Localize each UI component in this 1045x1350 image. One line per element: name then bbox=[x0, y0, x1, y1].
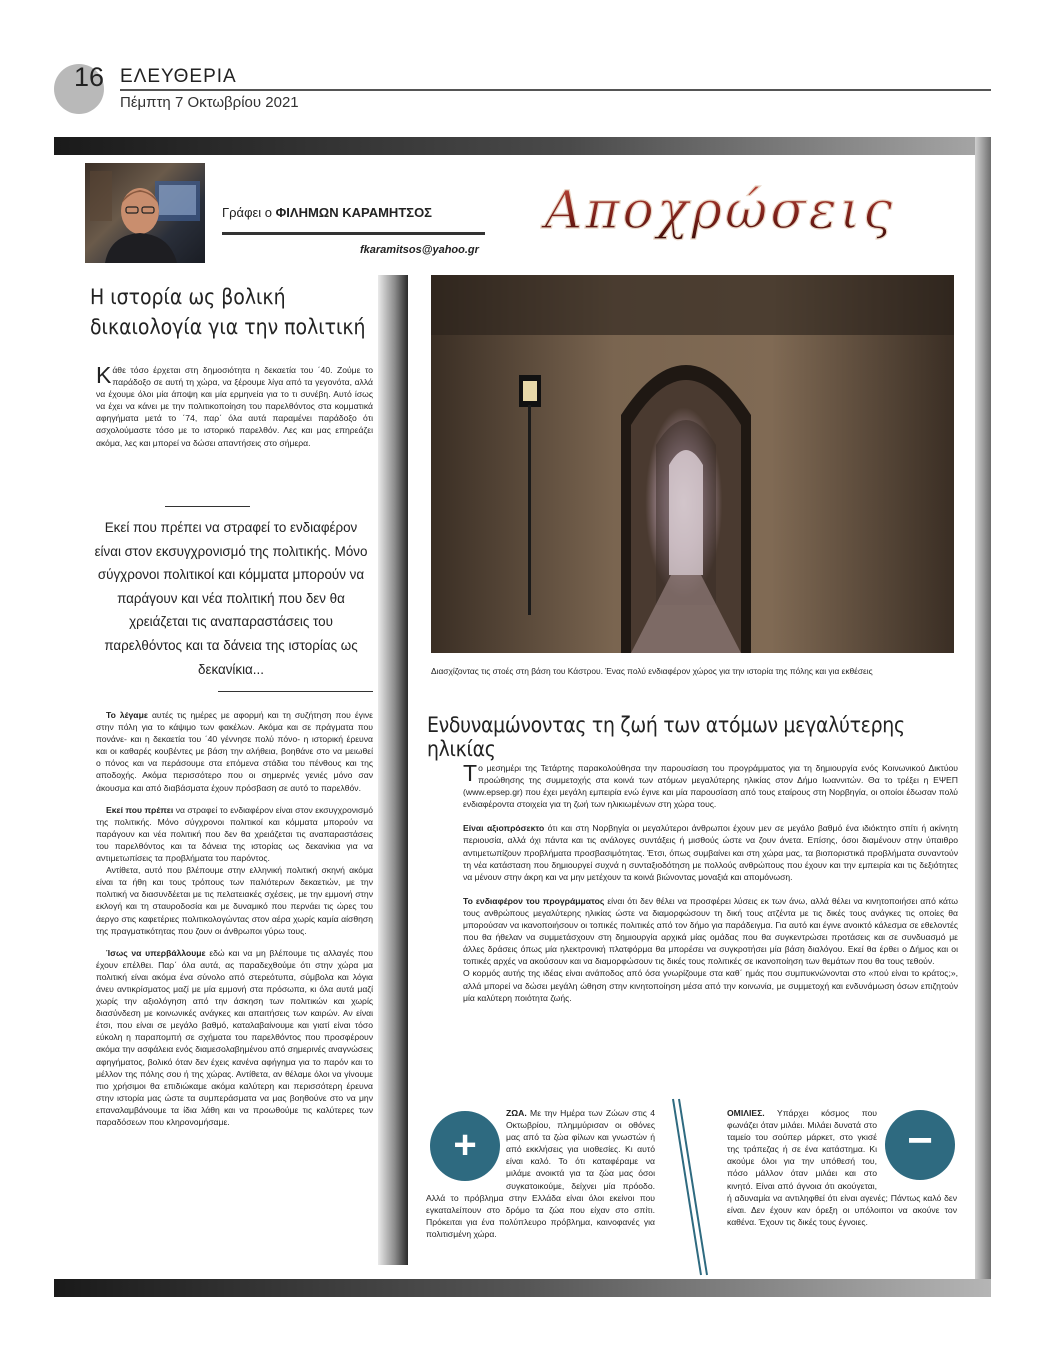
right-paragraph bbox=[463, 895, 958, 968]
frame-right-bar bbox=[975, 137, 991, 1297]
page-number: 16 bbox=[74, 62, 105, 92]
plus-icon: + bbox=[430, 1111, 500, 1181]
minus-box-text: Υπάρχει κόσμος που φωνάζει όταν μιλάει. Μιλάει δυνατά στο ταμείο του σούπερ μάρκετ, στο γκισέ της τράπεζας ή σε ένα κατάστημα. Κι ακούμε όλοι για την υπόθεσή του, πόσο μάλλον όταν μιλάει και στο κινητό. Είναι από άγνοια ότι ακούγεται, ή αδυναμία να αντιληφθεί ότι είναι αγενές; Πάντως καλό δεν είναι. Δεν έχουν καν όρεξη οι υπόλοιποι να ακούνε τον καθένα. Έχουν τις δικές τους έγνοιες. bbox=[727, 1108, 957, 1227]
header-rule bbox=[120, 89, 991, 91]
byline-prefix: Γράφει ο bbox=[222, 205, 276, 220]
author-name: ΦΙΛΗΜΩΝ ΚΑΡΑΜΗΤΣΟΣ bbox=[275, 205, 432, 220]
minus-icon: − bbox=[885, 1110, 955, 1180]
byline bbox=[222, 205, 432, 220]
plus-box-lead: ΖΩΑ. bbox=[506, 1108, 527, 1118]
frame-top-bar bbox=[54, 137, 991, 155]
photo-caption: Διασχίζοντας τις στοές στη βάση του Κάστρου. Ένας πολύ ενδιαφέρον χώρος για την ιστορία της πόλης και για εκθέσεις bbox=[431, 666, 873, 676]
right-paragraph bbox=[463, 822, 958, 882]
minus-box-lead: ΟΜΙΛΙΕΣ. bbox=[727, 1108, 765, 1118]
frame-bottom-bar bbox=[54, 1279, 991, 1297]
right-headline: Ενδυναμώνοντας τη ζωή των ατόμων μεγαλύτερης ηλικίας bbox=[427, 713, 905, 761]
paragraph-text: είναι ότι δεν θέλει να προσφέρει λύσεις εκ των άνω, αλλά θέλει να κινητοποιήσει από κάτω τους ανθρώπους μεγαλύτερης ηλικίας ώστε να διαμορφώσουν τη δική τους ατζέντα με τις δικές τους ανάγκες τις οποίες θα μπορούσαν να ικανοποιήσουν οι τοπικές πολιτικές από τον δήμο για παράδειγμα. Για αυτό και έγινε ανοικτό κάλεσμα σε εθελοντές που θα ήθελαν να συμμετάσχουν στη δημιουργία αρχικά μίας ομάδας που θα συγκεντρώσει προτάσεις και σε συνδυασμό με άλλες δράσεις όπως μία ηλεκτρονική πλατφόρμα θα μπορέσει να συγκροτήσει μία βάση διαλόγου. Εκεί θα έρθει ο Δήμος και οι τοπικές αρχές να ακούσουν και να διαμορφώσουν τις δικές τους πολιτικές σε ικανοποίηση των θεμάτων που θα τους τεθούν. bbox=[463, 895, 958, 967]
pullquote-rule-top bbox=[165, 506, 250, 507]
paragraph-text: αυτές τις ημέρες με αφορμή και τη συζήτηση που έγινε στην πόλη για το κάψιμο των φακέλων. Ακόμα και σε πράγματα που πονάνε- και η δεκαετία του ΄40 γέννησε πολύ πόνο- η ιστορική έρευνα και οι καθαρές κουβέντες με βάση την αλήθεια, βοηθάνε στο να μειωθεί ο πόνος και να περάσουμε στα επόμενα στάδια του πένθους και της αποδοχής. Ακόμα περισσότερο που οι σημερινές γενιές μόνο σαν άκουσμα και από διαβάσματα έχουν πρόσβαση σε αυτό το παρελθόν. bbox=[96, 710, 374, 793]
paragraph-lead: Είναι αξιοπρόσεκτο bbox=[463, 823, 545, 834]
paragraph-lead: Το λέγαμε bbox=[106, 710, 148, 720]
left-paragraph: Αντίθετα, αυτό που βλέπουμε στην ελληνική πολιτική σκηνή ακόμα είναι τα ήθη και τους τρόπους των παλιότερων δεκαετιών, με την πολιτική να διασυνδέεται με τις πελατειακές σχέσεις, με την εμμονή στην εκλογή και τη σταυροδοσία και με δυναμικό που περνάει τις ώρες του άεργο στις καφετέριες πολιτικολογώντας στον αέρα χωρίς καμία αίσθηση της πραγματικότητας που ζουν οι άνθρωποι γύρω τους. bbox=[96, 865, 373, 936]
left-intro bbox=[96, 364, 373, 449]
pullquote: Εκεί που πρέπει να στραφεί το ενδιαφέρον είναι στον εκσυγχρονισμό της πολιτικής. Μόνο σύγχρονοι πολιτικοί και κόμματα μπορούν να παράγουν και νέα πολιτική που δεν θα χρειάζεται τις αναπαραστάσεις του παρελθόντος και τα δάνεια της ιστορίας ως δεκανίκια... bbox=[94, 520, 368, 677]
left-headline: Η ιστορία ως βολική δικαιολογία για την πολιτική bbox=[90, 285, 366, 339]
newspaper-name: ΕΛΕΥΘΕΡΙΑ bbox=[120, 66, 237, 87]
left-paragraph bbox=[96, 709, 373, 794]
right-body bbox=[463, 762, 958, 1004]
right-dropcap: Τ bbox=[463, 760, 478, 786]
column-logo bbox=[520, 170, 920, 260]
paragraph-lead: Ίσως να υπερβάλλουμε bbox=[106, 947, 206, 958]
paragraph-text: ότι και στη Νορβηγία οι μεγαλύτεροι άνθρωποι έχουν μεν σε μεγάλο βαθμό ένα ιδιόκτητο σπίτι ή ακίνητη περιουσία, αλλά όχι πάντα και τις ανάλογες συντάξεις ή μισθούς ώστε να ζουν άνετα. Επίσης, όσοι διαμένουν στην ύπαιθρο αντιμετωπίζουν προβλήματα προσβασιμότητας. Έτσι, όπως συμβαίνει και στη χώρα μας, τα βιοποριστικά προβλήματα συναντούν τη νέα κατάσταση που δημιουργεί συχνά η συνταξιοδότηση με πολλούς ανθρώπους που έχουν και την εμπειρία και τις δεξιότητες να μένουν στην άκρη και να μην μετέχουν τα κοινά βιώνοντας μοναξιά και απομόνωση. bbox=[463, 823, 958, 882]
paragraph-lead: Εκεί που πρέπει bbox=[106, 804, 174, 815]
intro-text: άθε τόσο έρχεται στη δημοσιότητα η δεκαετία του ΄40. Ζούμε το παράδοξο σε αυτή τη χώρα, να ξέρουμε λίγα από τα γεγονότα, αλλά να έχουμε όλοι μία άποψη και μία ερμηνεία για το τι συνέβη. Αυτό ίσως να έχει να κάνει με την πολιτικοποίηση του παρελθόντος στα κομματικά αφηγήματα μετά το ΄74, παρ΄ όλα αυτά παραμένει παράδοξο ότι ασχολούμαστε τόσο με το ιστορικό παρελθόν. Λες και μας επηρεάζει ακόμα, λες και μπορεί να δώσει απαντήσεις στο σήμερα. bbox=[96, 365, 373, 448]
left-body bbox=[96, 709, 373, 1128]
diagonal-divider bbox=[665, 1097, 715, 1277]
plus-box-text: Με την Ημέρα των Ζώων στις 4 Οκτωβρίου, πλημμύρισαν οι οθόνες μας από τα ζώα φίλων και γνωστών ή από εκκλήσεις για υιοθεσίες. Κι αυτό είναι καλό. Το ότι καταφέραμε να μιλάμε ανοικτά για τα ζώα μας όσοι συγκατοικούμε, δείχνει μία πρόοδο. Αλλά το πρόβλημα στην Ελλάδα είναι όλοι εκείνοι που εγκαταλείπουν στο δρόμο τα ζώα που είχαν στο σπίτι. Πρόκειται για ένα πολύπλευρο πρόβλημα, καινοφανές για πολιτισμένη χώρα. bbox=[426, 1108, 655, 1239]
issue-date: Πέμπτη 7 Οκτωβρίου 2021 bbox=[120, 94, 299, 111]
column-logo-text: Αποχρώσεις bbox=[544, 181, 896, 241]
paragraph-text: ο μεσημέρι της Τετάρτης παρακολούθησα την παρουσίαση του προγράμματος για τη δημιουργία ενός Κοινωνικού Δικτύου προώθησης της συμμετοχής στα κοινά των ατόμων μεγαλύτερης ηλικίας στον Δήμο Ιωαννιτών. Θα το τρέξει η ΕΨΕΠ (www.epsep.gr) που έχει μεγάλη εμπειρία ενώ έγινε και μία παρουσίαση από τους εταίρους στη Νορβηγία, οι οποίοι έδωσαν πολύ ενδιαφέροντα στοιχεία για τη ζωή των ηλικιωμένων στη χώρα τους. bbox=[463, 763, 958, 810]
author-photo bbox=[85, 163, 205, 263]
right-paragraph: Ο κορμός αυτής της ιδέας είναι ανάποδος από όσα γνωρίζουμε στα καθ΄ ημάς που συμπυκνώνονται στο «πού είναι το κράτος;», αλλά μπορεί να δώσει μεγάλη ώθηση στην κινητοποίηση μέσα από την κοινωνία, με συμμετοχή και ενδυνάμωση όσων επιζητούν μία καλύτερη ποιότητα ζωής. bbox=[463, 968, 958, 1003]
column-separator bbox=[378, 275, 408, 1265]
right-paragraph bbox=[463, 762, 958, 810]
intro-dropcap: Κ bbox=[96, 362, 112, 388]
castle-tunnel-photo bbox=[431, 275, 954, 653]
left-paragraph bbox=[96, 947, 373, 1128]
paragraph-text: εδώ και να μη βλέπουμε τις αλλαγές που έχουν επέλθει. Παρ΄ όλα αυτά, ας παραδεχθούμε ότι στην χώρα μα πολιτική είναι ακόμα ένα σύνολο από στερεότυπα, σύμβολα και λόγια άνευ αντικρίσματος μαζί με μία εμμονή στα πρόσωπα, κι όλα αυτά μαζί χωρίς την αξιολόγηση από την άσκηση των πολιτικών και χωρίς διασύνδεση με κοινωνικές ανάγκες και απαιτήσεις των καιρών. Αν είναι έτσι, που είναι σε μεγάλο βαθμό, καταλαβαίνουμε και γιατί είναι τόσο εύκολη η παραπομπή σε σχήματα του παρελθόντος που προσφέρουν ακόμα την ασφάλεια ενός διαμεσολαβημένου από σημερινές αναγνώσεις αφηγήματος, βολικό όταν δεν έχεις κανένα αφήγημα για το παρόν και το μέλλον της πόλης σου ή της χώρας. Αντίθετα, αν θέλαμε όλοι να γίνουμε πιο χρήσιμοι θα επιδιώκαμε ακόμα καλύτερη και περισσότερη έρευνα στην ιστορία μας ώστε τα συμπεράσματα να μας βοηθούνε στο να μην επαναλαμβάνουμε τα ίδια λάθη και να προωθούμε τις καλύτερες των παραδόσεων που κληρονομήσαμε. bbox=[96, 947, 373, 1127]
author-email[interactable]: fkaramitsos@yahoo.gr bbox=[360, 244, 479, 256]
paragraph-lead: Το ενδιαφέρον του προγράμματος bbox=[463, 895, 605, 906]
pullquote-rule-bottom bbox=[218, 691, 373, 692]
paragraph-text: να στραφεί το ενδιαφέρον είναι στον εκσυγχρονισμό της πολιτικής. Μόνο σύγχρονοι πολιτικοί και κόμματα μπορούν να παράγουν και νέα πολιτική που δεν θα χρειάζεται τις αναπαραστάσεις του παρελθόντος και τα δάνεια της ιστορίας ως δεκανίκια για να αντιμετωπίσεις τα προβλήματα του παρόντος. bbox=[96, 804, 373, 864]
byline-rule bbox=[222, 232, 485, 235]
left-paragraph bbox=[96, 804, 373, 864]
